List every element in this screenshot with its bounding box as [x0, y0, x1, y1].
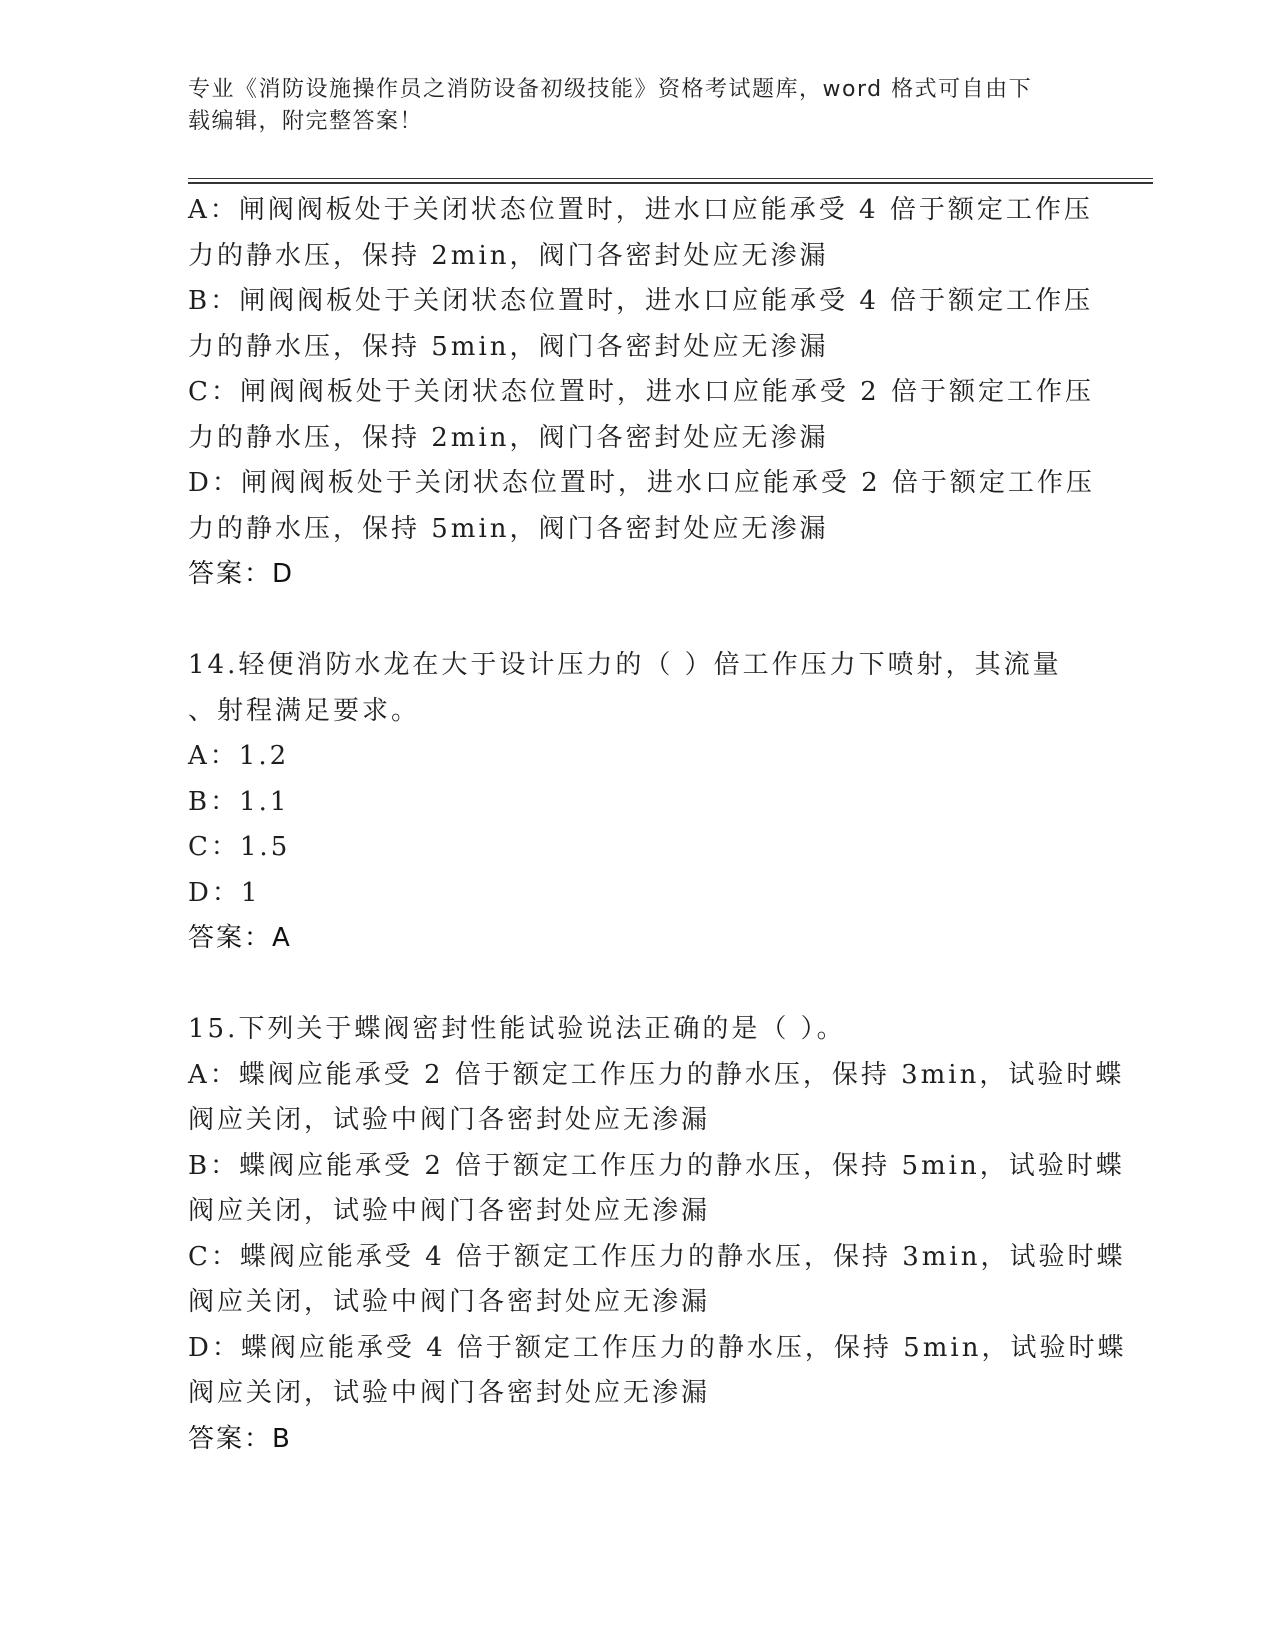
q13-option-a-line-2: 力的静水压，保持 2min，阀门各密封处应无渗漏 — [188, 240, 829, 271]
q13-option-c-line-1: C：闸阀阀板处于关闭状态位置时，进水口应能承受 2 倍于额定工作压 — [188, 377, 1094, 407]
q14-option-a: A：1.2 — [188, 741, 290, 771]
q15-option-a — [188, 1053, 1125, 1144]
q13-option-d-line-1: D：闸阀阀板处于关闭状态位置时，进水口应能承受 2 倍于额定工作压 — [188, 468, 1095, 498]
q15-option-b — [188, 1144, 1125, 1235]
q14-option-c: C：1.5 — [188, 832, 291, 862]
question-14-block — [188, 643, 1088, 962]
q13-answer: 答案：D — [188, 559, 295, 589]
q13-option-a — [188, 188, 1093, 279]
q13-option-c — [188, 370, 1094, 461]
q14-question-line-1: 14.轻便消防水龙在大于设计压力的（ ）倍工作压力下喷射，其流量 — [188, 650, 1062, 680]
q13-option-d — [188, 461, 1095, 552]
q15-option-c-line-1: C：蝶阀应能承受 4 倍于额定工作压力的静水压，保持 3min，试验时蝶 — [188, 1241, 1126, 1272]
q13-option-c-line-2: 力的静水压，保持 2min，阀门各密封处应无渗漏 — [188, 422, 829, 453]
q15-option-b-line-1: B：蝶阀应能承受 2 倍于额定工作压力的静水压，保持 5min，试验时蝶 — [188, 1150, 1125, 1181]
q15-question: 15.下列关于蝶阀密封性能试验说法正确的是（ ）。 — [188, 1014, 846, 1044]
spacer — [188, 962, 1088, 1008]
q15-option-d-line-2: 阀应关闭，试验中阀门各密封处应无渗漏 — [188, 1378, 711, 1408]
q15-option-b-line-2: 阀应关闭，试验中阀门各密封处应无渗漏 — [188, 1196, 711, 1226]
q15-option-d — [188, 1326, 1127, 1417]
q15-option-c-line-2: 阀应关闭，试验中阀门各密封处应无渗漏 — [188, 1287, 711, 1317]
spacer — [188, 598, 1088, 644]
q14-option-d: D：1 — [188, 877, 261, 908]
q13-option-b-line-2: 力的静水压，保持 5min，阀门各密封处应无渗漏 — [188, 331, 829, 362]
q15-option-a-line-1: A：蝶阀应能承受 2 倍于额定工作压力的静水压，保持 3min，试验时蝶 — [188, 1059, 1125, 1090]
header-line-1: 专业《消防设施操作员之消防设备初级技能》资格考试题库，word 格式可自由下 — [188, 77, 1033, 102]
header-divider-thin — [188, 178, 1153, 179]
header-line-2: 载编辑，附完整答案！ — [188, 109, 424, 134]
q14-option-b: B：1.1 — [188, 786, 290, 817]
document-body — [188, 188, 1127, 1462]
question-15-block — [188, 1007, 1127, 1462]
q15-answer: 答案：B — [188, 1423, 292, 1454]
q15-option-c — [188, 1235, 1126, 1326]
q13-option-a-line-1: A：闸阀阀板处于关闭状态位置时，进水口应能承受 4 倍于额定工作压 — [188, 195, 1093, 225]
q14-question-line-2: 、射程满足要求。 — [188, 695, 421, 726]
q13-option-d-line-2: 力的静水压，保持 5min，阀门各密封处应无渗漏 — [188, 513, 829, 544]
q15-option-a-line-2: 阀应关闭，试验中阀门各密封处应无渗漏 — [188, 1105, 711, 1135]
q14-answer: 答案：A — [188, 923, 292, 953]
q13-option-b — [188, 279, 1094, 370]
q15-option-d-line-1: D：蝶阀应能承受 4 倍于额定工作压力的静水压，保持 5min，试验时蝶 — [188, 1332, 1127, 1363]
document-header — [188, 74, 1068, 138]
q13-option-b-line-1: B：闸阀阀板处于关闭状态位置时，进水口应能承受 4 倍于额定工作压 — [188, 286, 1094, 316]
header-divider-thick — [188, 182, 1153, 184]
question-13-block — [188, 188, 1095, 598]
